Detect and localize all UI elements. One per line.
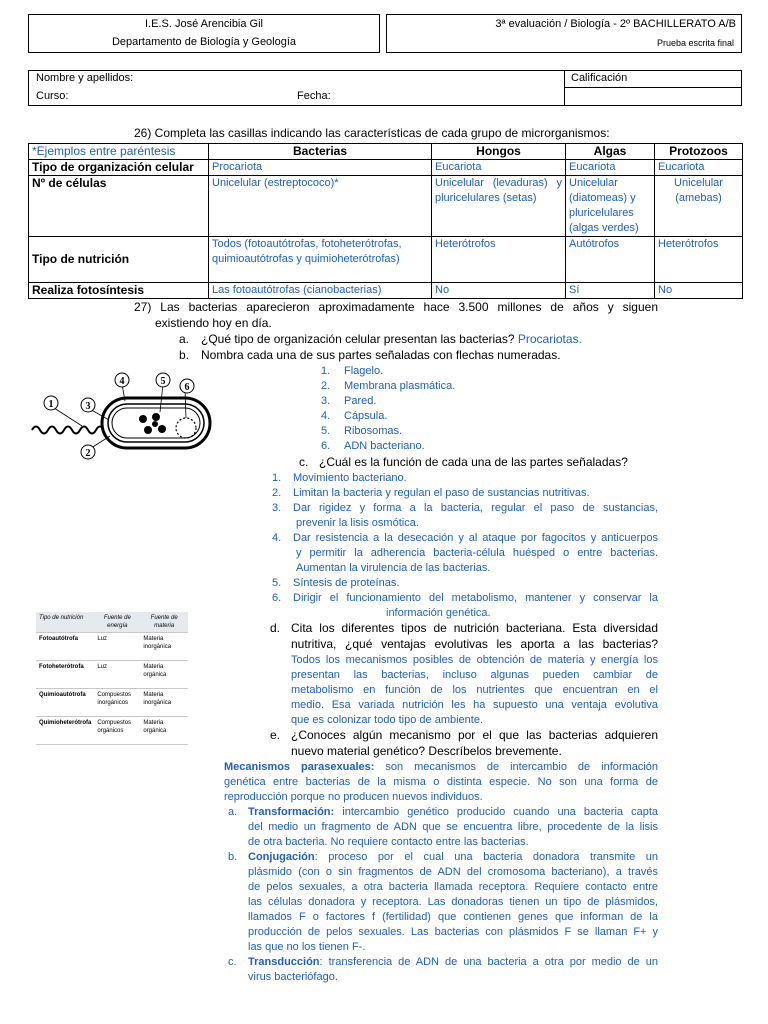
table-cell: Eucariota (655, 160, 743, 176)
table-cell: Sí (566, 283, 655, 299)
transduction-title: Transducción (248, 956, 320, 968)
answer-d-line: presentan las bacterias, incluso algunas pueden cambiar de (291, 669, 658, 681)
nutrition-cell: Materia inorgánica (140, 633, 188, 661)
conjugation-line: plásmido (con o sin fragmentos de ADN del cromosoma bacteriano), a través (248, 866, 658, 878)
mechanism-marker: c. (228, 956, 237, 968)
question-e-text: ¿Conoces algún mecanismo por el que las bacterias adquieren (291, 728, 658, 742)
part-label: ADN bacteriano. (344, 440, 425, 452)
nutrition-header: Fuente de energía (94, 612, 140, 633)
question-27-intro: 27) Las bacterias aparecieron aproximadamente hace 3.500 millones de años y siguen (134, 300, 658, 314)
nutrition-header: Fuente de materia (140, 612, 188, 633)
question-c-text: ¿Cuál es la función de cada una de las partes señaladas? (319, 455, 628, 469)
answer-e-intro (224, 760, 658, 775)
function-item: 2. (272, 487, 282, 499)
nutrition-cell: Quimioautótrofa (36, 689, 94, 717)
nutrition-cell: Materia orgánica (140, 717, 188, 745)
part-label: Cápsula. (344, 410, 388, 422)
table-cell: Heterótrofos (655, 237, 743, 283)
function-item: 4. (272, 532, 282, 544)
answer-d-line: que es colonizar todo tipo de ambiente. (291, 714, 484, 726)
function-text-cont: prevenir la lisis osmótica. (296, 517, 419, 529)
transduction-line (248, 955, 658, 970)
part-item: 6. (321, 440, 331, 452)
answer-e-text: genética entre bacterias de la misma o distinta especie. No son una forma de (224, 776, 658, 788)
function-text: Síntesis de proteínas. (293, 577, 400, 589)
student-info-box (28, 70, 742, 106)
table-row (29, 237, 743, 283)
question-a-marker: a. (179, 332, 190, 346)
conjugation-title: Conjugación (248, 851, 315, 863)
nutrition-header: Tipo de nutrición (36, 612, 94, 633)
part-label: Ribosomas. (344, 425, 403, 437)
transduction-text: : transferencia de ADN de una bacteria a otra por medio de un (319, 956, 658, 968)
question-27-intro-cont: existiendo hoy en día. (155, 316, 272, 330)
function-text-cont: información genética. (386, 607, 491, 619)
exam-title: 3ª evaluación / Biología - 2º BACHILLERATO A/B (495, 18, 736, 30)
table-row (29, 283, 743, 299)
question-e-text-cont: nuevo material genético? Descríbelos brevemente. (291, 744, 562, 758)
diagram-label-4: 4 (119, 376, 125, 387)
table-cell: Todos (fotoautótrofas, fotoheterótrofas, quimioautótrofas y quimioheterótrofas) (209, 237, 432, 283)
function-text: Dirigir el funcionamiento del metabolismo, mantener y conservar la (293, 592, 658, 604)
diagram-label-1: 1 (48, 399, 54, 410)
part-label: Pared. (344, 395, 377, 407)
question-d-text-cont: nutritiva, ¿qué ventajas evolutivas les aporta a las bacterias? (291, 637, 658, 651)
mechanism-marker: b. (228, 851, 238, 863)
column-header: Algas (566, 144, 655, 160)
question-a-answer: Procariotas. (517, 332, 582, 346)
nutrition-cell: Luz (94, 633, 140, 661)
table-cell: Unicelular (diatomeas) y pluricelulares (algas verdes) (566, 176, 655, 237)
answer-e-text: reproducción porque no producen nuevos individuos. (224, 791, 483, 803)
nutrition-cell: Materia orgánica (140, 661, 188, 689)
department-name: Departamento de Biología y Geología (111, 36, 297, 48)
row-label: Realiza fotosíntesis (29, 283, 209, 299)
microorganisms-table (28, 143, 743, 299)
nutrition-table-image (36, 612, 188, 746)
grade-line (564, 87, 742, 88)
nutrition-cell: Materia inorgánica (140, 689, 188, 717)
course-label: Curso: (36, 90, 69, 102)
table-cell: Las fotoautótrofas (cianobacterias) (209, 283, 432, 299)
diagram-label-2: 2 (85, 448, 91, 459)
part-item: 3. (321, 395, 331, 407)
question-26-title: 26) Completa las casillas indicando las características de cada grupo de microrganismos: (134, 126, 610, 140)
nutrition-cell: Compuestos orgánicos (94, 717, 140, 745)
column-header: Protozoos (655, 144, 743, 160)
table-cell: Heterótrofos (432, 237, 566, 283)
row-label: Tipo de organización celular (29, 160, 209, 176)
exam-type: Prueba escrita final (656, 38, 734, 48)
function-item: 3. (272, 502, 282, 514)
part-item: 2. (321, 380, 331, 392)
part-item: 5. (321, 425, 331, 437)
nutrition-cell: Fotoautótrofa (36, 633, 94, 661)
nutrition-cell: Luz (94, 661, 140, 689)
question-a-text: ¿Qué tipo de organización celular presentan las bacterias? (201, 332, 515, 346)
question-b-text: Nombra cada una de sus partes señaladas con flechas numeradas. (201, 348, 561, 362)
column-header: Hongos (432, 144, 566, 160)
table-cell: Eucariota (566, 160, 655, 176)
column-header: Bacterias (209, 144, 432, 160)
table-cell: Unicelular (levaduras) y pluricelulares (setas) (432, 176, 566, 237)
function-item: 5. (272, 577, 282, 589)
table-row (29, 176, 743, 237)
function-item: 6. (272, 592, 282, 604)
part-label: Flagelo. (344, 365, 384, 377)
nutrition-cell: Compuestos inorgánicos (94, 689, 140, 717)
function-text-cont: Aumentan la virulencia de las bacterias. (296, 562, 491, 574)
answer-e-text: son mecanismos de intercambio de información (385, 761, 659, 773)
question-d-marker: d. (270, 621, 281, 635)
conjugation-line: producción de pelos sexuales. Las bacterias con plásmidos F se llaman F+ y (248, 926, 658, 938)
conjugation-line: llamados F o factores f (fertilidad) que contienen genes que informan de la (248, 911, 658, 923)
table-cell: No (655, 283, 743, 299)
conjugation-line: de pelos sexuales, a otra bacteria llamada receptora. Requiere contacto entre (248, 881, 658, 893)
transduction-line: virus bacteriófago. (248, 971, 338, 983)
table-cell: No (432, 283, 566, 299)
function-text: Dar resistencia a la desecación y al ataque por fagocitos y anticuerpos (293, 532, 658, 544)
diagram-label-3: 3 (85, 401, 91, 412)
table-row (29, 160, 743, 176)
flagellum (32, 427, 104, 434)
school-name: I.E.S. José Arencibia Gil (145, 18, 263, 30)
grade-label: Calificación (571, 72, 628, 84)
date-label: Fecha: (297, 90, 331, 102)
function-text: Dar rigidez y forma a la bacteria, regular el paso de sustancias, (293, 502, 658, 514)
transformation-line (248, 805, 658, 820)
nutrition-table (36, 612, 188, 745)
question-e-marker: e. (270, 728, 281, 742)
mechanism-marker: a. (228, 806, 238, 818)
part-item: 1. (321, 365, 331, 377)
answer-d-line: Todos los mecanismos posibles de obtención de materia y energía los (291, 654, 658, 666)
table-cell: Unicelular (estreptococo)* (209, 176, 432, 237)
question-c-marker: c. (299, 455, 309, 469)
conjugation-line: las que no los tienen F-. (248, 941, 366, 953)
bacterium-diagram (30, 368, 220, 463)
part-label: Membrana plasmática. (344, 380, 456, 392)
question-b-marker: b. (179, 348, 190, 362)
grade-divider (564, 70, 565, 106)
nutrition-cell: Fotoheterótrofa (36, 661, 94, 689)
table-corner-note: *Ejemplos entre paréntesis (29, 144, 209, 160)
table-cell: Procariota (209, 160, 432, 176)
table-cell: Eucariota (432, 160, 566, 176)
transformation-text: intercambio genético producido cuando una bacteria capta (342, 806, 658, 818)
nutrition-cell: Quimioheterótrofa (36, 717, 94, 745)
conjugation-line: las células donadora y receptora. Las donadoras tienen un tipo de plásmidos, (248, 896, 658, 908)
table-cell: Autótrofos (566, 237, 655, 283)
answer-d-line: metabolismo en función de los nutrientes que encuentran en el (291, 684, 658, 696)
question-d-text: Cita los diferentes tipos de nutrición bacteriana. Esta diversidad (291, 621, 658, 635)
diagram-label-6: 6 (184, 382, 190, 393)
name-label: Nombre y apellidos: (36, 72, 134, 84)
function-text: Limitan la bacteria y regulan el paso de sustancias nutritivas. (293, 487, 590, 499)
function-item: 1. (272, 472, 282, 484)
transformation-line: del medio un fragmento de ADN que se encuentra libre, procedente de la lisis (248, 821, 658, 833)
table-header-row (29, 144, 743, 160)
part-item: 4. (321, 410, 331, 422)
row-label: Tipo de nutrición (29, 237, 209, 283)
row-label: Nº de células (29, 176, 209, 237)
transformation-title: Transformación: (248, 806, 335, 818)
answer-d-line: medio. Esa variada nutrición les ha supuesto una ventaja evolutiva (291, 699, 658, 711)
transformation-line: de otra bacteria. No requiere contacto entre las bacterias. (248, 836, 529, 848)
conjugation-text: : proceso por el cual una bacteria donadora transmite un (314, 851, 658, 863)
function-text-cont: y permitir la adherencia bacteria-célula huésped o entre bacterias. (296, 547, 658, 559)
table-cell: Unicelular (amebas) (655, 176, 743, 237)
question-a (201, 332, 582, 347)
parasexual-title: Mecanismos parasexuales: (224, 761, 375, 773)
conjugation-line (248, 850, 658, 865)
function-text: Movimiento bacteriano. (293, 472, 407, 484)
diagram-label-5: 5 (160, 376, 166, 387)
